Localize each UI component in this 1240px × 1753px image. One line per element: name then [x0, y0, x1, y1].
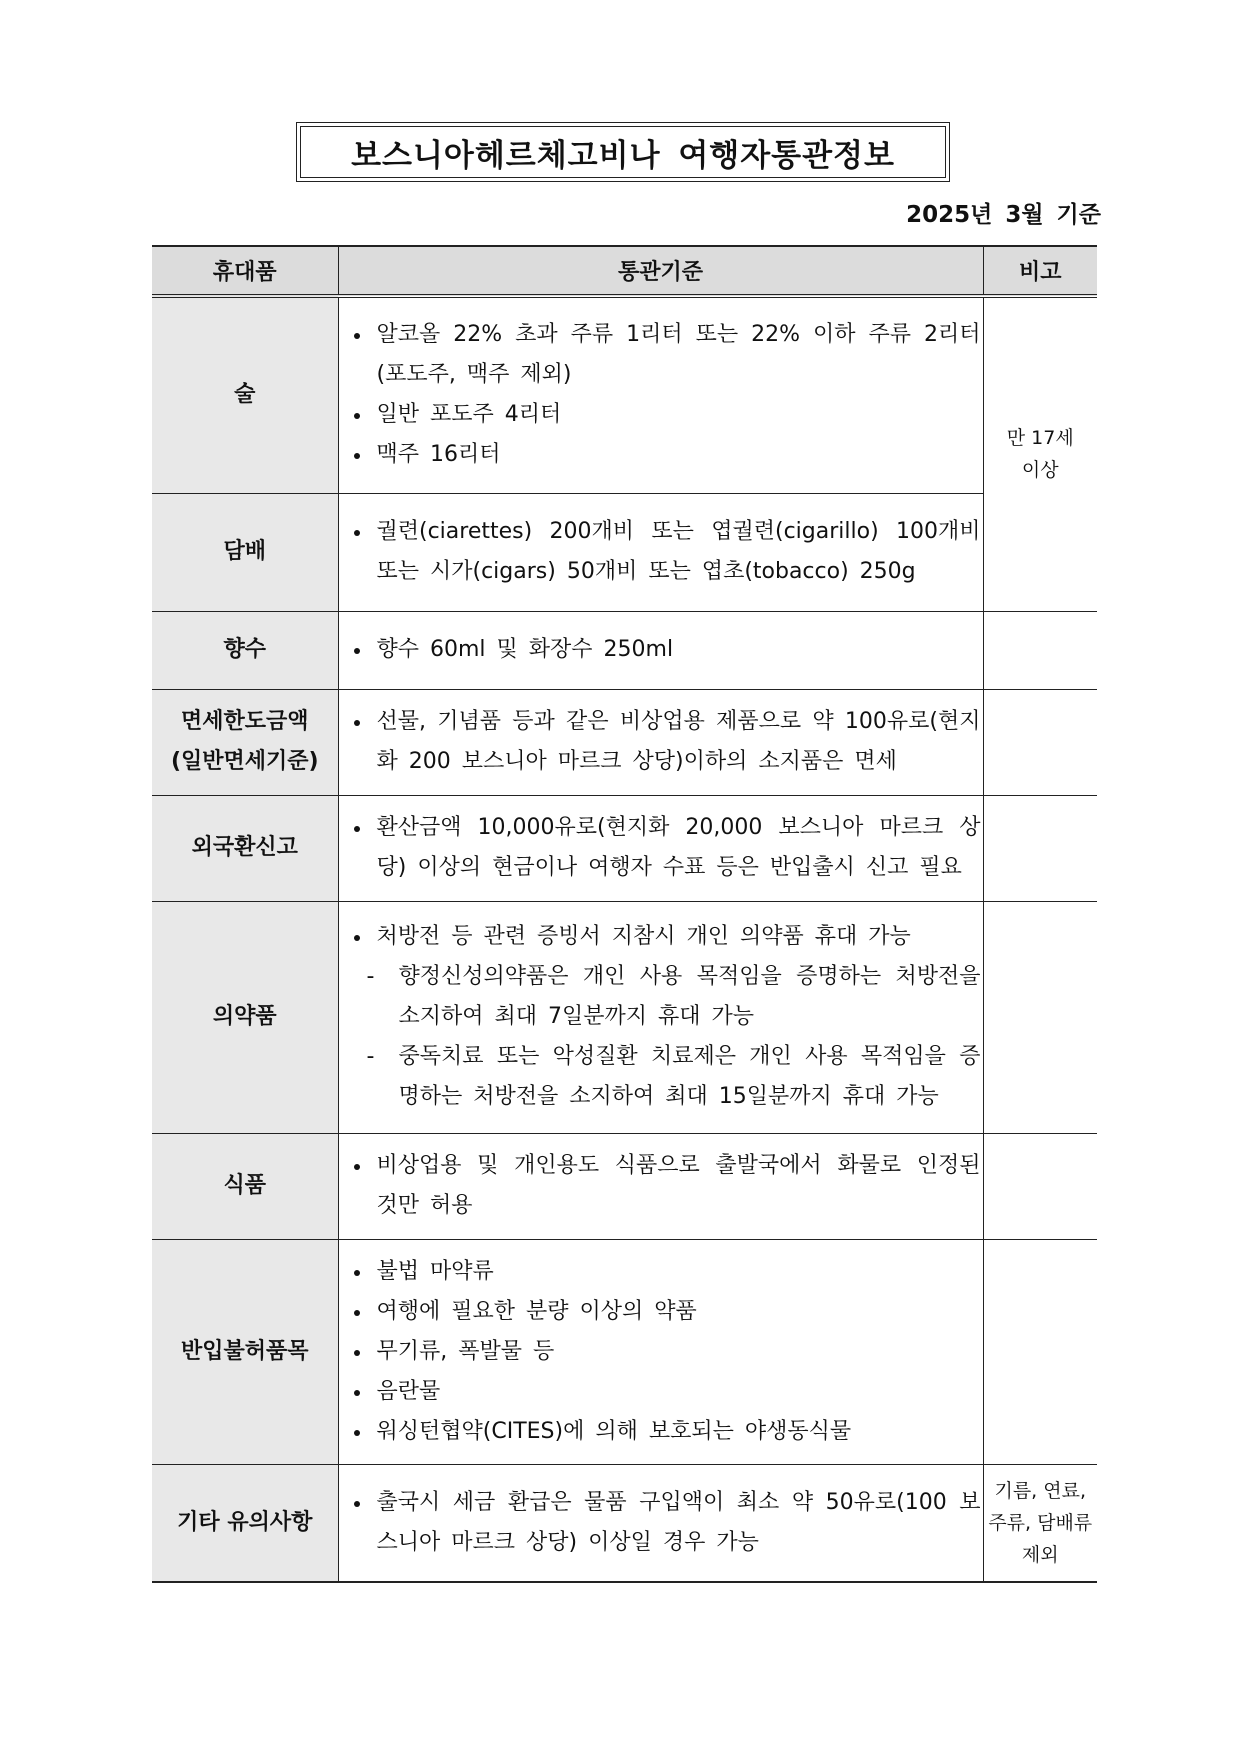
standard-alcohol	[338, 296, 983, 493]
category-label: 의약품	[212, 1004, 277, 1029]
category-label: 외국환신고	[191, 835, 298, 860]
note-line: 기름, 연료,	[994, 1479, 1087, 1502]
standard-prohibited-items	[338, 1239, 983, 1464]
list-item: 여행에 필요한 분량 이상의 약품	[351, 1292, 981, 1332]
category-prohibited-items	[152, 1239, 338, 1464]
category-other-notes	[152, 1464, 338, 1582]
table-row	[152, 901, 1097, 1133]
category-label: (일반면세기준)	[170, 749, 319, 774]
table-row	[152, 689, 1097, 795]
list-item: 워싱턴협약(CITES)에 의해 보호되는 야생동식물	[351, 1412, 981, 1452]
list-item: 출국시 세금 환급은 물품 구입액이 최소 약 50유로(100 보스니아 마르크 상당) 이상일 경우 가능	[351, 1483, 981, 1563]
note-line: 이상	[1021, 459, 1059, 482]
standard-perfume	[338, 611, 983, 689]
standard-tobacco	[338, 493, 983, 611]
category-label: 반입불허품목	[180, 1338, 309, 1364]
table-row	[152, 296, 1097, 493]
list-subitem: - 향정신성의약품은 개인 사용 목적임을 증명하는 처방전을 소지하여 최대 7일분까지 휴대 가능	[351, 957, 981, 1037]
note-empty	[983, 1239, 1097, 1464]
document-title: 보스니아헤르체고비나 여행자통관정보	[300, 126, 946, 178]
list-item: 처방전 등 관련 증빙서 지참시 개인 의약품 휴대 가능	[351, 917, 981, 957]
category-duty-free-limit	[152, 689, 338, 795]
category-label: 술	[234, 382, 256, 408]
list-item: 비상업용 및 개인용도 식품으로 출발국에서 화물로 인정된 것만 허용	[351, 1146, 981, 1226]
reference-date: 2025년 3월 기준	[906, 202, 1101, 228]
note-refund	[983, 1464, 1097, 1582]
list-item: 무기류, 폭발물 등	[351, 1332, 981, 1372]
list-item: 불법 마약류	[351, 1252, 981, 1292]
header-item: 휴대품	[152, 246, 338, 296]
list-item: 선물, 기념품 등과 같은 비상업용 제품으로 약 100유로(현지화 200 보스니아 마르크 상당)이하의 소지품은 면세	[351, 702, 981, 782]
list-item: 향수 60ml 및 화장수 250ml	[351, 630, 981, 670]
standard-medicine	[338, 901, 983, 1133]
category-label: 면세한도금액	[180, 709, 309, 734]
header-note: 비고	[983, 246, 1097, 296]
note-empty	[983, 611, 1097, 689]
list-item: 알코올 22% 초과 주류 1리터 또는 22% 이하 주류 2리터 (포도주, 맥주 제외)	[351, 315, 981, 395]
table-row	[152, 795, 1097, 901]
category-perfume	[152, 611, 338, 689]
list-item: 음란물	[351, 1372, 981, 1412]
table-row	[152, 1464, 1097, 1582]
note-line: 주류, 담배류	[988, 1511, 1093, 1534]
note-empty	[983, 689, 1097, 795]
list-subitem: - 중독치료 또는 악성질환 치료제은 개인 사용 목적임을 증명하는 처방전을 소지하여 최대 15일분까지 휴대 가능	[351, 1037, 981, 1117]
category-medicine	[152, 901, 338, 1133]
note-line: 제외	[1021, 1543, 1059, 1566]
list-item: 환산금액 10,000유로(현지화 20,000 보스니아 마르크 상당) 이상의 현금이나 여행자 수표 등은 반입출시 신고 필요	[351, 808, 981, 888]
note-empty	[983, 1133, 1097, 1239]
standard-food	[338, 1133, 983, 1239]
category-label: 식품	[223, 1173, 266, 1198]
table-header-row	[152, 246, 1097, 296]
note-empty	[983, 901, 1097, 1133]
standard-other-notes	[338, 1464, 983, 1582]
header-standard: 통관기준	[338, 246, 983, 296]
table-row	[152, 611, 1097, 689]
category-label: 기타 유의사항	[177, 1509, 313, 1535]
list-item: 맥주 16리터	[351, 435, 981, 475]
title-box	[296, 122, 950, 182]
category-alcohol	[152, 296, 338, 493]
standard-currency-declaration	[338, 795, 983, 901]
customs-table	[152, 245, 1097, 1583]
note-age	[983, 296, 1097, 611]
list-item: 궐련(ciarettes) 200개비 또는 엽궐련(cigarillo) 100개비 또는 시가(cigars) 50개비 또는 엽초(tobacco) 250g	[351, 512, 981, 592]
note-line: 만 17세	[1006, 427, 1074, 450]
note-empty	[983, 795, 1097, 901]
category-currency-declaration	[152, 795, 338, 901]
category-label: 향수	[223, 637, 266, 662]
category-tobacco	[152, 493, 338, 611]
category-food	[152, 1133, 338, 1239]
table-row	[152, 1239, 1097, 1464]
standard-duty-free-limit	[338, 689, 983, 795]
list-item: 일반 포도주 4리터	[351, 395, 981, 435]
table-row	[152, 493, 1097, 611]
category-label: 담배	[223, 539, 266, 564]
table-row	[152, 1133, 1097, 1239]
